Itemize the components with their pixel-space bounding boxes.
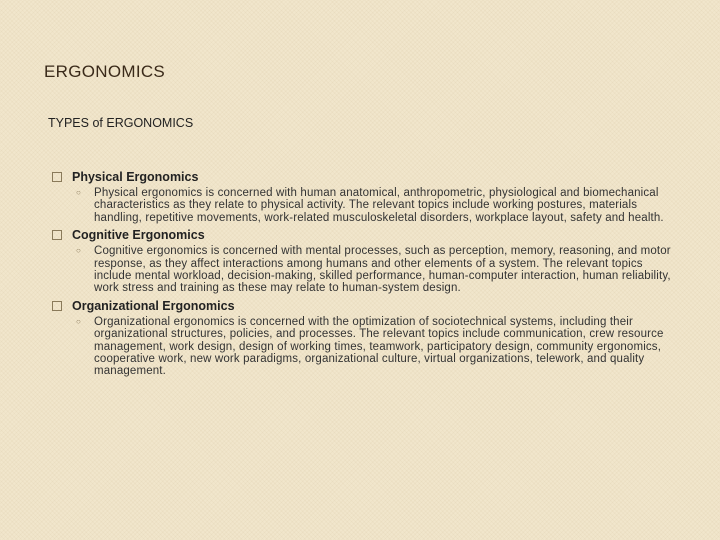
slide-subtitle: TYPES of ERGONOMICS (48, 116, 194, 130)
section-description (72, 187, 682, 224)
section-heading: Cognitive Ergonomics (72, 228, 205, 243)
section-list (52, 170, 682, 378)
square-bullet-icon (52, 301, 62, 311)
circle-bullet-icon: ○ (76, 188, 81, 197)
section-description-text: Cognitive ergonomics is concerned with mental processes, such as perception, memory, reasoning, and motor response, as they affect interactions among humans and other elements of a system. The relevant topics include mental workload, decision-making, skilled performance, human-computer interaction, human reliability, work stress and training as these may relate to human-system design. (94, 245, 671, 295)
slide-title: ERGONOMICS (44, 62, 166, 81)
square-bullet-icon (52, 230, 62, 240)
section-description (72, 316, 682, 378)
section-heading: Physical Ergonomics (72, 170, 199, 184)
section-description-text: Physical ergonomics is concerned with human anatomical, anthropometric, physiological and biomechanical characteristics as they relate to physical activity. The relevant topics include working postures, materials handling, repetitive movements, work-related musculoskeletal disorders, workplace layout, safety and health. (94, 187, 664, 224)
circle-bullet-icon: ○ (76, 316, 81, 326)
square-bullet-icon (52, 172, 62, 182)
section-organizational (52, 299, 682, 378)
section-heading: Organizational Ergonomics (72, 298, 235, 313)
section-cognitive (52, 228, 682, 295)
section-physical (52, 170, 682, 224)
section-description (72, 245, 682, 295)
circle-bullet-icon: ○ (76, 246, 81, 256)
section-description-text: Organizational ergonomics is concerned with the optimization of sociotechnical systems, including their organizational structures, policies, and processes. The relevant topics include communication, crew resource management, work design, design of working times, teamwork, participatory design, community ergonomics, cooperative work, new work paradigms, organizational culture, virtual organizations, telework, and quality management. (94, 315, 664, 378)
